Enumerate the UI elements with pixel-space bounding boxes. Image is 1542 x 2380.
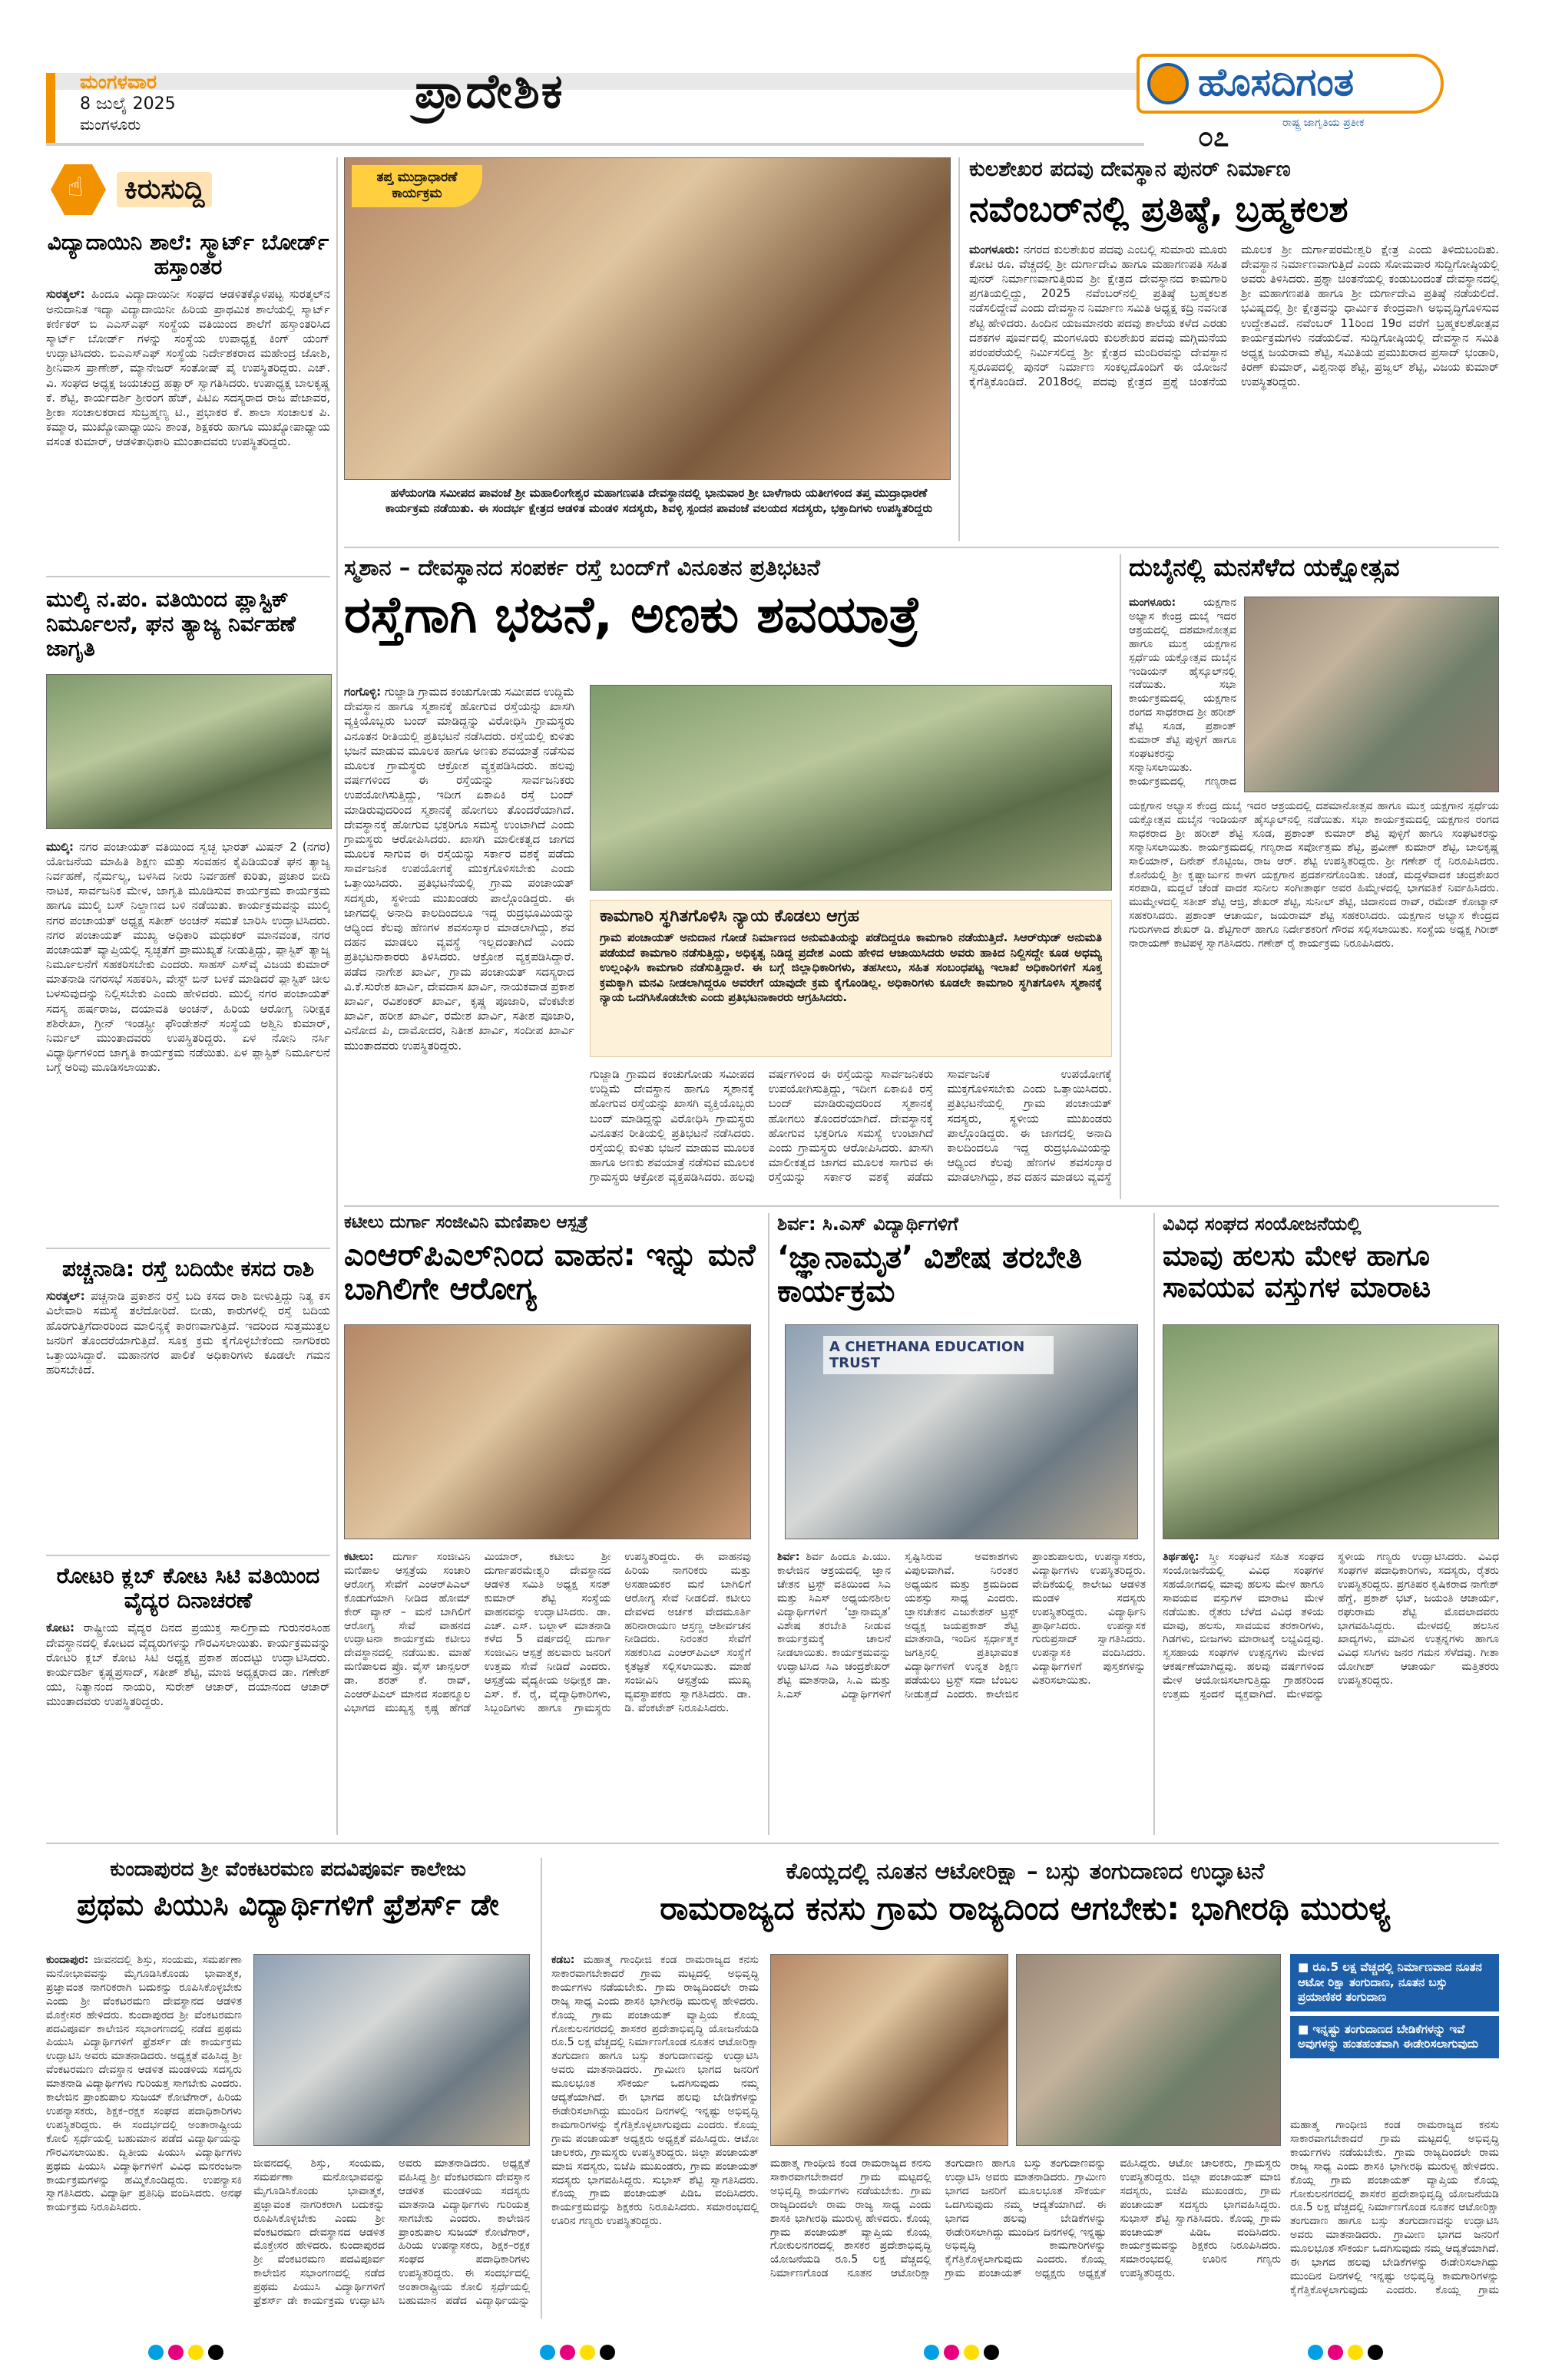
brief-2-photo: [46, 674, 332, 829]
highlight-bullet-icon: ■: [1298, 1960, 1313, 1974]
bhajane-inset-title: ಕಾಮಗಾರಿ ಸ್ಥಗಿತಗೊಳಿಸಿ ನ್ಯಾಯ ಕೊಡಲು ಆಗ್ರಹ: [600, 907, 859, 926]
edition-name: ಮಂಗಳೂರು: [80, 114, 141, 134]
dubai-photo: [1244, 597, 1499, 792]
brief-2-body: [46, 840, 330, 1285]
left-column-rule: [336, 157, 338, 1835]
brief-3-text: ಪಚ್ಚನಾಡಿ ಪ್ರಕಾಶನ ರಸ್ತೆ ಬದಿ ಕಸದ ರಾಶಿ ಬೀಳುತ್ತಿದ್ದು ನಿತ್ಯ ಕಸ ವಿಲೇವಾರಿ ಸಮಸ್ಯೆ ತಲೆದೋರಿದೆ. ಬೀಡು, ಕಾರುಗಳಲ್ಲಿ ರಸ್ತೆ ಬದಿಯ ಹೊರಗುತ್ತಿಗೆದಾರರಿಂದ ಮಾಲಿನ್ಯಕ್ಕೆ ಕಾರಣವಾಗುತ್ತಿದೆ. ಇದರಿಂದ ಸುತ್ತಮುತ್ತಲ ಜನರಿಗೆ ತೊಂದರೆಯಾಗುತ್ತಿದೆ. ಸೂಕ್ತ ಕ್ರಮ ಕೈಗೊಳ್ಳಬೇಕೆಂದು ನಾಗರಿಕರು ಒತ್ತಾಯಿಸಿದ್ದಾರೆ. ಮಹಾನಗರ ಪಾಲಿಕೆ ಅಧಿಕಾರಿಗಳು ಕೂಡಲೇ ಗಮನ ಹರಿಸಬೇಕಿದೆ.: [46, 1289, 330, 1377]
masthead: [0, 0, 1542, 154]
cyan-mark: [924, 2345, 939, 2360]
registration-marks-left: [146, 2345, 226, 2363]
kateel-story: [344, 1213, 760, 1835]
koila-highlights: [1290, 1954, 1499, 2107]
paper-logo: [1137, 46, 1459, 153]
mavu-headline: ಮಾವು ಹಲಸು ಮೇಳ ಹಾಗೂ ಸಾವಯವ ವಸ್ತುಗಳ ಮಾರಾಟ: [1163, 1239, 1431, 1304]
shirva-photo-banner: A CHETHANA EDUCATION TRUST: [823, 1336, 1054, 1374]
kulashekara-story: [969, 157, 1499, 541]
brief-1-dateline: ಸುರತ್ಕಲ್:: [46, 287, 85, 302]
top-photo-caption: ಹಳೆಯಂಗಡಿ ಸಮೀಪದ ಪಾವಂಜೆ ಶ್ರೀ ಮಹಾಲಿಂಗೇಶ್ವರ ಮಹಾಗಣಪತಿ ದೇವಸ್ಥಾನದಲ್ಲಿ ಭಾನುವಾರ ಶ್ರೀ ಬಾಳೆಗಾರು ಯತೀಗಳಿಂದ ತಪ್ತ ಮುದ್ರಾಧಾರಣೆ ಕಾರ್ಯಕ್ರಮ ನಡೆಯಿತು. ಈ ಸಂದರ್ಭ ಕ್ಷೇತ್ರದ ಆಡಳಿತ ಮಂಡಳಿ ಸದಸ್ಯರು, ಶಿವಳ್ಳಿ ಸ್ಪಂದನ ಪಾವಂಜೆ ವಲಯದ ಸದಸ್ಯರು, ಭಕ್ತಾದಿಗಳು ಉಪಸ್ಥಿತರಿದ್ದರು: [385, 486, 933, 515]
top-photo-tag: ತಪ್ತ ಮುದ್ರಾಧಾರಣೆ ಕಾರ್ಯಕ್ರಮ: [352, 165, 482, 207]
yellow-mark: [580, 2345, 595, 2360]
brief-1-text: ಹಿಂದೂ ವಿದ್ಯಾದಾಯಿನೀ ಸಂಘದ ಆಡಳಿತಕ್ಕೊಳಪಟ್ಟ ಸುರತ್ಕಲ್‌ನ ಅನುದಾನಿತ ಇದ್ಯಾ ವಿದ್ಯಾದಾಯಿನೀ ಹಿರಿಯ ಪ್ರಾಥಮಿಕ ಶಾಲೆಯಲ್ಲಿ ಸ್ಮಾರ್ಟ್ ಕರ್ಣಿಕರ್ ಬಿ ಎಎಸ್‌ಎಫ್ ಸಂಸ್ಥೆಯ ವತಿಯಿಂದ ಶಾಲೆಗೆ ಹಸ್ತಾಂತರಿಸಿದ ಸ್ಮಾರ್ಟ್ ಬೋರ್ಡ್ ಗಳನ್ನು ಸಂಸ್ಥೆಯ ಉಪಾಧ್ಯಕ್ಷ ಕಿಂಗ್ ಯಂಗ್ ಉದ್ಘಾಟಿಸಿದರು. ಬಿಎಎಸ್‌ಎಫ್ ಸಂಸ್ಥೆಯ ನಿರ್ದೇಶಕರಾದ ಮಹೇಂದ್ರ ಜೋಶಿ, ಶ್ರೀನಿವಾಸ ಪ್ರಾಣೇಶ್, ಮ್ಯಾನೇಜರ್ ಸಂತೋಷ್ ಪೈ ಉಪಸ್ಥಿತರಿದ್ದರು. ಎಚ್. ವಿ. ಸಂಘದ ಅಧ್ಯಕ್ಷ ಜಯಚಂದ್ರ ಹತ್ವಾರ್ ಸ್ವಾಗತಿಸಿದರು. ಉಪಾಧ್ಯಕ್ಷ ಬಾಲಕೃಷ್ಣ ಕೆ. ಶೆಟ್ಟಿ, ಕಾರ್ಯದರ್ಶಿ ಶ್ರೀರಂಗ ಹೆಚ್, ಪಿಟಿಏ ಸದಸ್ಯರಾದ ರಾಜ ಪೇಜಾವರ, ಶ್ರೀಕಾ ಸಂಚಾಲಕರಾದ ಸುಬ್ರಹ್ಮಣ್ಯ ಟಿ., ಪ್ರಭಾಕರ ಕೆ. ಶಾಲಾ ಸಂಚಾಲಕ ಪಿ. ಕಮ್ಮಾರ, ಮುಖ್ಯೋಪಾಧ್ಯಾಯಿನಿ ಶಾಂತ, ಶಿಕ್ಷಕರು ಹಾಗೂ ಮುಖ್ಯೋಪಾಧ್ಯಾಯ ವಸಂತ ಕುಮಾರ್, ಆಡಳಿತಾಧಿಕಾರಿ ಮುಂತಾದವರು ಉಪಸ್ಥಿತರಿದ್ದರು.: [46, 287, 330, 449]
dubai-text: ಯಕ್ಷಗಾನ ಅಭ್ಯಾಸ ಕೇಂದ್ರ ದುಬೈ ಇದರ ಆಶ್ರಯದಲ್ಲಿ ದಶಮಾನೋತ್ಸವ ಹಾಗೂ ಮುಕ್ತ ಯಕ್ಷಗಾನ ಸ್ಪರ್ಧೆಯ ಯಕ್ಷೋತ್ಸವ ದುಬೈನ ಇಂಡಿಯನ್ ಹೈಸ್ಕೂಲ್‌ನಲ್ಲಿ ನಡೆಯಿತು. ಸಭಾ ಕಾರ್ಯಕ್ರಮದಲ್ಲಿ ಯಕ್ಷಗಾನ ರಂಗದ ಸಾಧಕರಾದ ಶ್ರೀ ಹರೀಶ್ ಶೆಟ್ಟಿ ಸೂಡ, ಪ್ರಶಾಂತ್ ಕುಮಾರ್ ಶೆಟ್ಟಿ ಪುಳ್ಳಿಗೆ ಹಾಗೂ ಸಂಘಟಕರನ್ನು ಸನ್ಮಾನಿಸಲಾಯಿತು. ಕಾರ್ಯಕ್ರಮದಲ್ಲಿ ಗಣ್ಯರಾದ ಸರ್ವೋತ್ತಮ ಶೆಟ್ಟಿ, ಪ್ರವೀಣ್ ಕುಮಾರ್ ಶೆಟ್ಟಿ, ಬಾಲಕೃಷ್ಣ ಸಾಲಿಯಾನ್, ದಿನೇಶ್ ಕೊಟ್ಟಿಂಜ, ರಾಜ ಆರ್. ಶೆಟ್ಟಿ ಉಪಸ್ಥಿತರಿದ್ದರು. ಶ್ರೀ ಗಣೇಶ್ ರೈ ನಿರೂಪಿಸಿದರು. ಕೊನೆಯಲ್ಲಿ ಶ್ರೀ ಕೃಷ್ಣಾರ್ಜುನ ಕಾಳಗ ಯಕ್ಷಗಾನ ಪ್ರದರ್ಶನಗೊಂಡಿತು. ಚಂಡೆ, ಮದ್ದಳೆವಾದಕ ಚಂದ್ರಶೇಖರ ಸರಪಾಡಿ, ಮದ್ದಲೆ ಚೆಂಡೆ ವಾದಕ ಸುನೀಲ ಸಂಗೀತಾರ್ಥ ಅವರ ಹಿಮ್ಮೇಳದಲ್ಲಿ ಭಾಗವತಿಕೆ ನಿರ್ವಹಿಸಿದರು. ಮುಮ್ಮೇಳದಲ್ಲಿ ಸತೀಶ್ ಶೆಟ್ಟಿ ಆಜ್ರಿ, ಶೇಖರ್ ಶೆಟ್ಟಿ, ಸುನೀಲ್ ಶೆಟ್ಟಿ, ಚಿದಾನಂದ ರಾವ್, ರಮೇಶ್ ಕೋಟ್ಯಾನ್ ಸಹಕರಿಸಿದರು. ಪ್ರಶಾಂತ್ ಆಚಾರ್ಯ, ಜಯರಾಮ್ ಶೆಟ್ಟಿ ಸಹಕರಿಸಿದರು. ಯಕ್ಷಗಾನ ಅಭ್ಯಾಸ ಕೇಂದ್ರದ ಗುರುಗಳಾದ ಶೇಖರ್ ಡಿ. ಶೆಟ್ಟಿಗಾರ್ ಹಾಗೂ ನಿರ್ದೇಶಕರಿಗೆ ಗೌರವ ಸಲ್ಲಿಸಲಾಯಿತು. ಸಂಸ್ಥೆಯ ಅಧ್ಯಕ್ಷ ಗಿರೀಶ್ ನಾರಾಯಣ್ ಕಾಟಿಪಳ್ಳ ಸ್ವಾಗತಿಸಿದರು. ಗಣೇಶ್ ರೈ ಕಾರ್ಯಕ್ರಮ ನಿರೂಪಿಸಿದರು.: [1129, 800, 1499, 950]
brief-divider-1: [46, 576, 330, 577]
brief-2-headline: ಮುಲ್ಕಿ ನ.ಪಂ. ವತಿಯಿಂದ ಪ್ಲಾಸ್ಟಿಕ್ ನಿರ್ಮೂಲನೆ, ಘನ ತ್ಯಾಜ್ಯ ನಿರ್ವಹಣೆ ಜಾಗೃತಿ: [46, 587, 296, 662]
bhajane-photo: [590, 685, 1112, 891]
kundapura-photo: [253, 1954, 530, 2146]
bhajane-story: [344, 554, 1112, 1199]
kundapura-dateline: ಕುಂದಾಪುರ:: [46, 1954, 89, 1966]
koila-photo-1: [770, 1954, 1008, 2146]
row3-rule-a: [768, 1213, 769, 1835]
bhajane-inset-body: ಗ್ರಾಮ ಪಂಚಾಯತ್ ಅನುದಾನ ಗೋಡೆ ನಿರ್ಮಾಣದ ಅನುಮತಿಯನ್ನು ಪಡೆದಿದ್ದರೂ ಕಾಮಗಾರಿ ನಡೆಯುತ್ತಿದೆ. ಸಿಆರ್‌ಝಡ್ ಅನುಮತಿ ಪಡೆಯದೆ ಕಾಮಗಾರಿ ನಡೆಸುತ್ತಿದ್ದು, ಅಧಿಕೃತ್ವ ನಿಡಿದ್ದ ಪ್ರದೇಶ ಎಂದು ಹೇಳಿದ ಆಜಾಯಿಸಿದರು ಅವರು ಹಾಕಿದ ನಿಲ್ದಿಸದ್ದೇ ಕೂಡ ಅಧಮ್ಯ ಉಲ್ಲಂಘಿಸಿ ಕಾಮಗಾರಿ ನಡೆಸುತ್ತಿದ್ದಾರೆ. ಈ ಬಗ್ಗೆ ಜಿಲ್ಲಾಧಿಕಾರಿಗಳು, ತಹಸೀಲು, ಸಹಿತ ಸಂಬಂಧಪಟ್ಟ ಇಲಾಖೆ ಅಧಿಕಾರಿಗಳಿಗೆ ಸೂಕ್ತ ಕ್ರಮಕ್ಕಾಗಿ ಮನವಿ ನೀಡಲಾಗಿದ್ದರೂ ಅವರೇಗೆ ಯಾವುದೇ ಕ್ರಮ ಕೈಗೊಂಡಿಲ್ಲ. ಅಧಿಕಾರಿಗಳು ಕೂಡಲೇ ಕಾಮಗಾರಿ ಸ್ಥಗಿತಗೊಳಿಸಿ ಸ್ಮಶಾನಕ್ಕೆ ನ್ಯಾಯ ಒದಗಿಸಿಕೊಡಬೇಕು ಎಂದು ಪ್ರತಿಭಟನಾಕಾರರು ಆಗ್ರಹಿಸಿದರು.: [600, 931, 1102, 1004]
koila-text-cont: ಮಹಾತ್ಮ ಗಾಂಧೀಜಿ ಕಂಡ ರಾಮರಾಜ್ಯದ ಕನಸು ಸಾಕಾರವಾಗಬೇಕಾದರೆ ಗ್ರಾಮ ಮಟ್ಟದಲ್ಲಿ ಅಭಿವೃದ್ಧಿ ಕಾರ್ಯಗಳು ನಡೆಯಬೇಕು. ಗ್ರಾಮ ರಾಜ್ಯದಿಂದಲೇ ರಾಮ ರಾಜ್ಯ ಸಾಧ್ಯ ಎಂದು ಶಾಸಕಿ ಭಾಗೀರಥಿ ಮುರುಳ್ಯ ಹೇಳಿದರು. ಕೊಯ್ಲ ಗ್ರಾಮ ಪಂಚಾಯತ್ ವ್ಯಾಪ್ತಿಯ ಕೊಯ್ಲ ಗೋಕುಲನಗರದಲ್ಲಿ ಶಾಸಕರ ಪ್ರದೇಶಾಭಿವೃದ್ಧಿ ಯೋಜನೆಯಡಿ ರೂ.5 ಲಕ್ಷ ವೆಚ್ಚದಲ್ಲಿ ನಿರ್ಮಾಣಗೊಂಡ ನೂತನ ಆಟೋರಿಕ್ಷಾ ತಂಗುದಾಣ ಹಾಗೂ ಬಸ್ಸು ತಂಗುದಾಣವನ್ನು ಉದ್ಘಾಟಿಸಿ ಅವರು ಮಾತನಾಡಿದರು. ಗ್ರಾಮೀಣ ಭಾಗದ ಜನರಿಗೆ ಮೂಲಭೂತ ಸೌಕರ್ಯ ಒದಗಿಸುವುದು ನಮ್ಮ ಆದ್ಯತೆಯಾಗಿದೆ. ಈ ಭಾಗದ ಹಲವು ಬೇಡಿಕೆಗಳನ್ನು ಈಡೇರಿಸಲಾಗಿದ್ದು ಮುಂದಿನ ದಿನಗಳಲ್ಲಿ ಇನ್ನಷ್ಟು ಅಭಿವೃದ್ಧಿ ಕಾಮಗಾರಿಗಳನ್ನು ಕೈಗೆತ್ತಿಕೊಳ್ಳಲಾಗುವುದು ಎಂದರು. ಕೊಯ್ಲ ಗ್ರಾಮ ಪಂಚಾಯತ್ ಅಧ್ಯಕ್ಷರು ಅಧ್ಯಕ್ಷತೆ ವಹಿಸಿದ್ದರು. ಆಟೋ ಚಾಲಕರು, ಗ್ರಾಮಸ್ಥರು ಉಪಸ್ಥಿತರಿದ್ದರು. ಜಿಲ್ಲಾ ಪಂಚಾಯತ್ ಮಾಜಿ ಸದಸ್ಯರು, ಬಿಜೆಪಿ ಮುಖಂಡರು, ಗ್ರಾಮ ಪಂಚಾಯತ್ ಸದಸ್ಯರು ಭಾಗವಹಿಸಿದ್ದರು. ಸುಭಾಸ್ ಶೆಟ್ಟಿ ಸ್ವಾಗತಿಸಿದರು. ಕೊಯ್ಲ ಗ್ರಾಮ ಪಂಚಾಯತ್ ಪಿಡಿಒ ವಂದಿಸಿದರು. ಕಾರ್ಯಕ್ರಮವನ್ನು ಶಿಕ್ಷಕರು ನಿರೂಪಿಸಿದರು. ಸಮಾರಂಭದಲ್ಲಿ ಊರಿನ ಗಣ್ಯರು ಉಪಸ್ಥಿತರಿದ್ದರು.: [770, 2157, 1281, 2280]
shirva-body: [777, 1551, 1146, 1827]
brief-2-text: ನಗರ ಪಂಚಾಯತ್ ವತಿಯಿಂದ ಸ್ವಚ್ಛ ಭಾರತ್ ಮಿಷನ್ 2 (ನಗರ) ಯೋಜನೆಯ ಮಾಹಿತಿ ಶಿಕ್ಷಣ ಮತ್ತು ಸಂವಹನ ಕೈಪಿಡಿಯಂತೆ ಘನ ತ್ಯಾಜ್ಯ ನಿರ್ವಹಣೆ, ನೈರ್ಮಲ್ಯ, ಬಳಸಿದ ನೀರು ನಿರ್ವಹಣೆ ಕುರಿತು, ಪ್ರಚಾರ ಬೀದಿ ನಾಟಕ, ಸಾರ್ವಜನಿಕ ಮೇಳ, ಜಾಗೃತಿ ಮೂಡಿಸುವ ಕಾರ್ಯಕ್ರಮ ಕಾರ್ಯಕ್ರಮ ಹಾಗೂ ಮುಲ್ಕಿ ಬಸ್ ನಿಲ್ದಾಣದ ಬಳಿ ನಡೆಯಿತು. ಕಾರ್ಯಕ್ರಮವನ್ನು ಮುಲ್ಕಿ ನಗರ ಪಂಚಾಯತ್ ಅಧ್ಯಕ್ಷ ಸತೀಶ್ ಅಂಚನ್ ಸಮತೆ ಬಾರಿಸಿ ಉದ್ಘಾಟಿಸಿದರು. ನಗರ ಪಂಚಾಯತ್ ಮುಖ್ಯ ಅಧಿಕಾರಿ ಮಧುಕರ್ ಮಾನವಂತ, ನಗರ ಪಂಚಾಯತ್ ವ್ಯಾಪ್ತಿಯಲ್ಲಿ ಸ್ವಚ್ಛತೆಗೆ ಪ್ರಾಮುಖ್ಯತೆ ನೀಡುತ್ತಿದ್ದು, ಪ್ಲಾಸ್ಟಿಕ್ ತ್ಯಾಜ್ಯ ನಿರ್ಮೂಲನೆಗೆ ಸಹಕರಿಸಬೇಕು ಎಂದರು. ಸಾಹಸ್ ಎಸ್‌ವೈ ವಿಜಯ ಕುಮಾರ್ ಮಾತನಾಡಿ ನಗರಸಭೆ ಸಹಕರಿಸಿ, ವೇಸ್ಟ್ ಬಿನ್ ಬಳಕೆ ಮಾಡಿದರೆ ಪ್ಲಾಸ್ಟಿಕ್ ಚೀಲ ಬಳಸುವುದನ್ನು ನಿಲ್ಲಿಸಬೇಕು ಎಂದು ಹೇಳಿದರು. ಮುಲ್ಕಿ ನಗರ ಪಂಚಾಯತ್ ಸದಸ್ಯ ಹರ್ಷರಾಜ, ದಯಾವತಿ ಅಂಚನ್, ಹಿರಿಯ ಆರೋಗ್ಯ ನಿರೀಕ್ಷಕ ಶಶಿರೇಖಾ, ಗ್ರೀನ್ ಇಂಡಸ್ಟ್ರೀ ಫೌಂಡೇಶನ್ ಸಂಸ್ಥೆಯ ಅಶ್ವಿನಿ ಕುಮಾರ್, ನಿರ್ಮಲ್ ಮುಂತಾದವರು ಉಪಸ್ಥಿತರಿದ್ದರು. ಏಳ ನೋನಿ ನರ್ಸಿ ವಿಧ್ಯಾರ್ಥಿಗಳಿಂದ ಜಾಗೃತಿ ಕಾರ್ಯಕ್ರಮ ನಡೆಯಿತು. ಏಳ ಪ್ಲಾಸ್ಟಿಕ್ ನಿರ್ಮೂಲನೆ ಬಗ್ಗೆ ಅರಿವು ಮೂಡಿಸಲಾಯಿತು.: [46, 839, 330, 1075]
brief-2: [46, 587, 330, 1285]
highlight-bullet-icon: ■: [1298, 2021, 1313, 2036]
magenta-mark: [1328, 2345, 1343, 2360]
mavu-dateline: ತಿರ್ಥಹಳ್ಳಿ:: [1163, 1551, 1200, 1563]
top-photo-story: [344, 157, 951, 541]
brief-4-dateline: ಕೋಟ:: [46, 1621, 75, 1635]
magenta-mark: [168, 2345, 184, 2360]
kundapura-story: [46, 1858, 530, 2319]
brief-3: [46, 1257, 330, 1519]
bhajane-text: ಗುಜ್ಜಾಡಿ ಗ್ರಾಮದ ಕಂಚುಗೋಡು ಸಮೀಪದ ಉದ್ದಿಮೆ ದೇವಸ್ಥಾನ ಹಾಗೂ ಸ್ಮಶಾನಕ್ಕೆ ಹೋಗುವ ರಸ್ತೆಯನ್ನು ಖಾಸಗಿ ವ್ಯಕ್ತಿಯೊಬ್ಬರು ಬಂದ್ ಮಾಡಿದ್ದನ್ನು ವಿರೋಧಿಸಿ ಗ್ರಾಮಸ್ಥರು ವಿನೂತನ ರೀತಿಯಲ್ಲಿ ಪ್ರತಿಭಟನೆ ನಡೆಸಿದರು. ರಸ್ತೆಯಲ್ಲಿ ಕುಳಿತು ಭಜನೆ ಮಾಡುವ ಮೂಲಕ ಹಾಗೂ ಅಣಕು ಶವಯಾತ್ರೆ ನಡೆಸುವ ಮೂಲಕ ಗ್ರಾಮಸ್ಥರು ಆಕ್ರೋಶ ವ್ಯಕ್ತಪಡಿಸಿದರು. ಹಲವು ವರ್ಷಗಳಿಂದ ಈ ರಸ್ತೆಯನ್ನು ಸಾರ್ವಜನಿಕರು ಉಪಯೋಗಿಸುತ್ತಿದ್ದು, ಇದೀಗ ಏಕಾಏಕಿ ರಸ್ತೆ ಬಂದ್ ಮಾಡಿರುವುದರಿಂದ ಸ್ಮಶಾನಕ್ಕೆ ಹೋಗಲು ತೊಂದರೆಯಾಗಿದೆ. ದೇವಸ್ಥಾನಕ್ಕೆ ಹೋಗುವ ಭಕ್ತರಿಗೂ ಸಮಸ್ಯೆ ಉಂಟಾಗಿದೆ ಎಂದು ಗ್ರಾಮಸ್ಥರು ಆರೋಪಿಸಿದರು. ಖಾಸಗಿ ಮಾಲೀಕತ್ವದ ಜಾಗದ ಮೂಲಕ ಸಾಗುವ ಈ ರಸ್ತೆಯನ್ನು ಸರ್ಕಾರ ವಶಕ್ಕೆ ಪಡೆದು ಸಾರ್ವಜನಿಕ ಉಪಯೋಗಕ್ಕೆ ಮುಕ್ತಗೊಳಿಸಬೇಕು ಎಂದು ಒತ್ತಾಯಿಸಿದರು. ಪ್ರತಿಭಟನೆಯಲ್ಲಿ ಗ್ರಾಮ ಪಂಚಾಯತ್ ಸದಸ್ಯರು, ಸ್ಥಳೀಯ ಮುಖಂಡರು ಪಾಲ್ಗೊಂಡಿದ್ದರು. ಈ ಜಾಗದಲ್ಲಿ ಅನಾದಿ ಕಾಲದಿಂದಲೂ ಇದ್ದ ರುದ್ರಭೂಮಿಯನ್ನು ಆಧ್ಯಿಂದ ಕೆಲವು ಹೆಣಗಳ ಶವಸಂಸ್ಕಾರ ಮಾಡಲಾಗಿದ್ದು, ಶವ ದಹನ ಮಾಡಲು ವ್ಯವಸ್ಥೆ ಇಲ್ಲದಂತಾಗಿದೆ ಎಂದು ಪ್ರತಿಭಟನಾಕಾರರು ತಿಳಿಸಿದರು. ಆಕ್ರೋಶ ವ್ಯಕ್ತಪಡಿಸಿದ್ದಾರೆ. ಪಡೆದ ನಾಗೇಶ ಖಾರ್ವಿ, ಗ್ರಾಮ ಪಂಚಾಯತ್ ಸದಸ್ಯರಾದ ವಿ.ಕೆ.ಸುರೇಶ ಖಾರ್ವಿ, ದೇವದಾಸ ಖಾರ್ವಿ, ನಾಯಕವಾಡ ಪ್ರಕಾಶ ಖಾರ್ವಿ, ರವಿಶಂಕರ್ ಖಾರ್ವಿ, ಕೃಷ್ಣ ಪೂಜಾರಿ, ವೆಂಕಟೇಶ ಖಾರ್ವಿ, ಹರೀಶ ಖಾರ್ವಿ, ರಮೇಶ ಖಾರ್ವಿ, ಸತೀಶ ಪೂಜಾರಿ, ವಿನೋದ ಪಿ, ದಾಮೋದರ, ನಿತೀಶ ಖಾರ್ವಿ, ಸಂದೀಪ ಖಾರ್ವಿ ಮುಂತಾದವರು ಉಪಸ್ಥಿತರಿದ್ದರು.: [344, 685, 574, 1053]
hand-glyph: ☝: [68, 172, 84, 203]
koila-body-mid: [770, 2157, 1281, 2311]
dubai-intro: [1129, 597, 1236, 792]
kulashekara-dateline: ಮಂಗಳೂರು:: [969, 242, 1020, 256]
koila-story: [551, 1858, 1499, 2319]
bhajane-dateline: ಗಂಗೊಳ್ಳಿ:: [344, 685, 382, 699]
koila-body-left: [551, 1954, 759, 2311]
koila-text: ಮಹಾತ್ಮ ಗಾಂಧೀಜಿ ಕಂಡ ರಾಮರಾಜ್ಯದ ಕನಸು ಸಾಕಾರವಾಗಬೇಕಾದರೆ ಗ್ರಾಮ ಮಟ್ಟದಲ್ಲಿ ಅಭಿವೃದ್ಧಿ ಕಾರ್ಯಗಳು ನಡೆಯಬೇಕು. ಗ್ರಾಮ ರಾಜ್ಯದಿಂದಲೇ ರಾಮ ರಾಜ್ಯ ಸಾಧ್ಯ ಎಂದು ಶಾಸಕಿ ಭಾಗೀರಥಿ ಮುರುಳ್ಯ ಹೇಳಿದರು. ಕೊಯ್ಲ ಗ್ರಾಮ ಪಂಚಾಯತ್ ವ್ಯಾಪ್ತಿಯ ಕೊಯ್ಲ ಗೋಕುಲನಗರದಲ್ಲಿ ಶಾಸಕರ ಪ್ರದೇಶಾಭಿವೃದ್ಧಿ ಯೋಜನೆಯಡಿ ರೂ.5 ಲಕ್ಷ ವೆಚ್ಚದಲ್ಲಿ ನಿರ್ಮಾಣಗೊಂಡ ನೂತನ ಆಟೋರಿಕ್ಷಾ ತಂಗುದಾಣ ಹಾಗೂ ಬಸ್ಸು ತಂಗುದಾಣವನ್ನು ಉದ್ಘಾಟಿಸಿ ಅವರು ಮಾತನಾಡಿದರು. ಗ್ರಾಮೀಣ ಭಾಗದ ಜನರಿಗೆ ಮೂಲಭೂತ ಸೌಕರ್ಯ ಒದಗಿಸುವುದು ನಮ್ಮ ಆದ್ಯತೆಯಾಗಿದೆ. ಈ ಭಾಗದ ಹಲವು ಬೇಡಿಕೆಗಳನ್ನು ಈಡೇರಿಸಲಾಗಿದ್ದು ಮುಂದಿನ ದಿನಗಳಲ್ಲಿ ಇನ್ನಷ್ಟು ಅಭಿವೃದ್ಧಿ ಕಾಮಗಾರಿಗಳನ್ನು ಕೈಗೆತ್ತಿಕೊಳ್ಳಲಾಗುವುದು ಎಂದರು. ಕೊಯ್ಲ ಗ್ರಾಮ ಪಂಚಾಯತ್ ಅಧ್ಯಕ್ಷರು ಅಧ್ಯಕ್ಷತೆ ವಹಿಸಿದ್ದರು. ಆಟೋ ಚಾಲಕರು, ಗ್ರಾಮಸ್ಥರು ಉಪಸ್ಥಿತರಿದ್ದರು. ಜಿಲ್ಲಾ ಪಂಚಾಯತ್ ಮಾಜಿ ಸದಸ್ಯರು, ಬಿಜೆಪಿ ಮುಖಂಡರು, ಗ್ರಾಮ ಪಂಚಾಯತ್ ಸದಸ್ಯರು ಭಾಗವಹಿಸಿದ್ದರು. ಸುಭಾಸ್ ಶೆಟ್ಟಿ ಸ್ವಾಗತಿಸಿದರು. ಕೊಯ್ಲ ಗ್ರಾಮ ಪಂಚಾಯತ್ ಪಿಡಿಒ ವಂದಿಸಿದರು. ಕಾರ್ಯಕ್ರಮವನ್ನು ಶಿಕ್ಷಕರು ನಿರೂಪಿಸಿದರು. ಸಮಾರಂಭದಲ್ಲಿ ಊರಿನ ಗಣ್ಯರು ಉಪಸ್ಥಿತರಿದ್ದರು.: [551, 1954, 759, 2228]
brief-2-dateline: ಮುಲ್ಕಿ:: [46, 839, 74, 854]
magenta-mark: [560, 2345, 575, 2360]
logo-tagline: ರಾಷ್ಟ್ರ ಜಾಗೃತಿಯ ಪ್ರತೀಕ: [1282, 117, 1365, 129]
row3-rule-b: [1153, 1213, 1155, 1835]
shirva-headline: ‘ಜ್ಞಾನಾಮೃತ’ ವಿಶೇಷ ತರಬೇತಿ ಕಾರ್ಯಕ್ರಮ: [777, 1240, 1083, 1309]
mavu-body: [1163, 1551, 1499, 1827]
footer-bar: [0, 2326, 1542, 2380]
black-mark: [984, 2345, 999, 2360]
magenta-mark: [944, 2345, 959, 2360]
shirva-text: ಶಿರ್ವ ಹಿಂದೂ ಪಿ.ಯು. ಕಾಲೇಜಿನ ಆಶ್ರಯದಲ್ಲಿ ಜ್ಞಾನ ಚೇತನ ಟ್ರಸ್ಟ್ ವತಿಯಿಂದ ಸಿಎ ಮತ್ತು ಸಿಎಸ್ ಅಧ್ಯಯನಶೀಲ ವಿದ್ಯಾರ್ಥಿಗಳಿಗೆ ‘ಜ್ಞಾನಾಮೃತ’ ವಿಶೇಷ ತರಬೇತಿ ನೀಡುವ ಕಾರ್ಯಕ್ರಮಕ್ಕೆ ಚಾಲನೆ ನೀಡಲಾಯಿತು. ಕಾರ್ಯಕ್ರಮವನ್ನು ಉದ್ಘಾಟಿಸಿದ ಸಿಎ ಚಂದ್ರಶೇಖರ್ ಶೆಟ್ಟಿ ಮಾತನಾಡಿ, ಸಿ.ಎ ಮತ್ತು ಸಿ.ಎಸ್ ವಿದ್ಯಾರ್ಥಿಗಳಿಗೆ ಸೃಷ್ಟಿಸಿರುವ ಅವಕಾಶಗಳು ವಿಪುಲವಾಗಿವೆ. ನಿರಂತರ ಅಧ್ಯಯನ ಮತ್ತು ಶ್ರಮದಿಂದ ಯಶಸ್ಸು ಸಾಧ್ಯ ಎಂದರು. ಜ್ಞಾನಚೇತನ ಎಜುಕೇಶನ್ ಟ್ರಸ್ಟ್ ಅಧ್ಯಕ್ಷ ಜಯಪ್ರಕಾಶ್ ಶೆಟ್ಟಿ ಮಾತನಾಡಿ, ಇಂದಿನ ಸ್ಪರ್ಧಾತ್ಮಕ ಜಗತ್ತಿನಲ್ಲಿ ಪ್ರತಿಭಾವಂತ ವಿದ್ಯಾರ್ಥಿಗಳಿಗೆ ಉನ್ನತ ಶಿಕ್ಷಣ ಪಡೆಯಲು ಟ್ರಸ್ಟ್ ಸದಾ ಬೆಂಬಲ ನೀಡುತ್ತದೆ ಎಂದರು. ಕಾಲೇಜಿನ ಪ್ರಾಂಶುಪಾಲರು, ಉಪನ್ಯಾಸಕರು, ವಿದ್ಯಾರ್ಥಿಗಳು ಉಪಸ್ಥಿತರಿದ್ದರು. ವೇದಿಕೆಯಲ್ಲಿ ಕಾಲೇಜು ಆಡಳಿತ ಮಂಡಳಿ ಸದಸ್ಯರು ಉಪಸ್ಥಿತರಿದ್ದರು. ವಿದ್ಯಾರ್ಥಿನಿ ಪ್ರಾರ್ಥಿಸಿದರು. ಉಪನ್ಯಾಸಕ ಗುರುಪ್ರಸಾದ್ ಸ್ವಾಗತಿಸಿದರು. ಉಪನ್ಯಾಸಕಿ ವಂದಿಸಿದರು. ವಿದ್ಯಾರ್ಥಿಗಳಿಗೆ ಪುಸ್ತಕಗಳನ್ನು ವಿತರಿಸಲಾಯಿತು.: [777, 1551, 1146, 1701]
kundapura-kicker: ಕುಂದಾಪುರದ ಶ್ರೀ ವೆಂಕಟರಮಣ ಪದವಿಪೂರ್ವ ಕಾಲೇಜು: [110, 1858, 466, 1881]
header-accent-bar: [46, 73, 55, 146]
koila-photo-2: [1016, 1954, 1281, 2146]
row2-rule: [344, 1205, 1499, 1207]
kirusuddi-brand: [46, 161, 238, 219]
kirusuddi-column: [46, 157, 330, 1835]
yellow-mark: [1348, 2345, 1363, 2360]
dubai-body: [1129, 800, 1499, 1192]
brief-3-body: [46, 1289, 330, 1519]
brief-4-headline: ರೋಟರಿ ಕ್ಲಬ್ ಕೋಟ ಸಿಟಿ ವತಿಯಿಂದ ವೈದ್ಯರ ದಿನಾಚರಣೆ: [56, 1563, 320, 1614]
koila-headline: ರಾಮರಾಜ್ಯದ ಕನಸು ಗ್ರಾಮ ರಾಜ್ಯದಿಂದ ಆಗಬೇಕು: ಭಾಗೀರಥಿ ಮುರುಳ್ಯ: [660, 1889, 1391, 1927]
dateline-block: [80, 71, 280, 134]
logo-text: ಹೊಸದಿಗಂತ: [1198, 60, 1355, 104]
shirva-kicker: ಶಿರ್ವ: ಸಿ.ಎಸ್ ವಿದ್ಯಾರ್ಥಿಗಳಿಗೆ: [777, 1213, 958, 1235]
registration-marks-mid: [922, 2345, 1001, 2363]
bottom-rule: [541, 1858, 542, 2319]
shirva-dateline: ಶಿರ್ವ:: [777, 1551, 800, 1563]
bhajane-headline: ರಸ್ತೆಗಾಗಿ ಭಜನೆ, ಅಣಕು ಶವಯಾತ್ರೆ: [344, 585, 920, 644]
mavu-photo: [1163, 1324, 1499, 1539]
weekday: ಮಂಗಳವಾರ: [80, 71, 157, 93]
brief-divider-3: [46, 1555, 330, 1556]
koila-highlight-1: [1290, 1954, 1499, 2011]
mid-right-rule: [1120, 554, 1121, 1199]
dubai-intro-text: ಯಕ್ಷಗಾನ ಅಭ್ಯಾಸ ಕೇಂದ್ರ ದುಬೈ ಇದರ ಆಶ್ರಯದಲ್ಲಿ ದಶಮಾನೋತ್ಸವ ಹಾಗೂ ಮುಕ್ತ ಯಕ್ಷಗಾನ ಸ್ಪರ್ಧೆಯ ಯಕ್ಷೋತ್ಸವ ದುಬೈನ ಇಂಡಿಯನ್ ಹೈಸ್ಕೂಲ್‌ನಲ್ಲಿ ನಡೆಯಿತು. ಸಭಾ ಕಾರ್ಯಕ್ರಮದಲ್ಲಿ ಯಕ್ಷಗಾನ ರಂಗದ ಸಾಧಕರಾದ ಶ್ರೀ ಹರೀಶ್ ಶೆಟ್ಟಿ ಸೂಡ, ಪ್ರಶಾಂತ್ ಕುಮಾರ್ ಶೆಟ್ಟಿ ಪುಳ್ಳಿಗೆ ಹಾಗೂ ಸಂಘಟಕರನ್ನು ಸನ್ಮಾನಿಸಲಾಯಿತು. ಕಾರ್ಯಕ್ರಮದಲ್ಲಿ ಗಣ್ಯರಾದ: [1129, 597, 1236, 788]
kundapura-text: ಜೀವನದಲ್ಲಿ ಶಿಸ್ತು, ಸಂಯಮ, ಸಮರ್ಪಣಾ ಮನೋಭಾವವನ್ನು ಮೈಗೂಡಿಸಿಕೊಂಡು ಭಾವಾತ್ಮಕ, ಪ್ರಜ್ಞಾವಂತ ನಾಗರಿಕರಾಗಿ ಬದುಕನ್ನು ರೂಪಿಸಿಕೊಳ್ಳಬೇಕು ಎಂದು ಶ್ರೀ ವೆಂಕಟರಮಣ ದೇವಸ್ಥಾನದ ಆಡಳಿತ ಮೊಕ್ತೇಸರ ಹೇಳಿದರು. ಕುಂದಾಪುರದ ಶ್ರೀ ವೆಂಕಟರಮಣ ಪದವಿಪೂರ್ವ ಕಾಲೇಜಿನ ಸಭಾಂಗಣದಲ್ಲಿ ನಡೆದ ಪ್ರಥಮ ಪಿಯುಸಿ ವಿದ್ಯಾರ್ಥಿಗಳಿಗೆ ಫ್ರೆಶರ್ಸ್ ಡೇ ಕಾರ್ಯಕ್ರಮ ಉದ್ಘಾಟಿಸಿ ಅವರು ಮಾತನಾಡಿದರು. ಅಧ್ಯಕ್ಷತೆ ವಹಿಸಿದ್ದ ಶ್ರೀ ವೆಂಕಟರಮಣ ದೇವಸ್ಥಾನ ಆಡಳಿತ ಮಂಡಳಿಯ ಸದಸ್ಯರು ಮಾತನಾಡಿ ವಿದ್ಯಾರ್ಥಿಗಳು ಗುರಿಯತ್ತ ಸಾಗಬೇಕು ಎಂದರು. ಕಾಲೇಜಿನ ಪ್ರಾಂಶುಪಾಲ ಸುಜಯ್ ಕೋಟೆಗಾರ್, ಹಿರಿಯ ಉಪನ್ಯಾಸಕರು, ಶಿಕ್ಷಕ–ರಕ್ಷಕ ಸಂಘದ ಪದಾಧಿಕಾರಿಗಳು ಉಪಸ್ಥಿತರಿದ್ದರು. ಈ ಸಂದರ್ಭದಲ್ಲಿ ಅಂತಾರಾಷ್ಟ್ರೀಯ ಕೋಲಿ ಸ್ಪರ್ಧೆಯಲ್ಲಿ ಬಹುಮಾನ ಪಡೆದ ವಿದ್ಯಾರ್ಥಿಯನ್ನು ಗೌರವಿಸಲಾಯಿತು. ದ್ವಿತೀಯ ಪಿಯುಸಿ ವಿದ್ಯಾರ್ಥಿಗಳು ಪ್ರಥಮ ಪಿಯುಸಿ ವಿದ್ಯಾರ್ಥಿಗಳಿಗೆ ವಿವಿಧ ಮನರಂಜನಾ ಕಾರ್ಯಕ್ರಮಗಳನ್ನು ಹಮ್ಮಿಕೊಂಡಿದ್ದರು. ಉಪನ್ಯಾಸಕಿ ಸ್ವಾಗತಿಸಿದರು. ವಿದ್ಯಾರ್ಥಿ ಪ್ರತಿನಿಧಿ ವಂದಿಸಿದರು. ಅನಘ ಕಾರ್ಯಕ್ರಮ ನಿರೂಪಿಸಿದರು.: [46, 1954, 242, 2214]
koila-highlight-2: [1290, 2016, 1499, 2058]
kateel-dateline: ಕಟೀಲು:: [344, 1551, 374, 1563]
shirva-story: [777, 1213, 1146, 1835]
koila-kicker: ಕೊಯ್ಲದಲ್ಲಿ ನೂತನ ಆಟೋರಿಕ್ಷಾ – ಬಸ್ಸು ತಂಗುದಾಣದ ಉದ್ಘಾಟನೆ: [786, 1858, 1265, 1884]
kundapura-body-right: [253, 2157, 530, 2311]
yellow-mark: [188, 2345, 204, 2360]
kateel-photo: [344, 1324, 751, 1539]
koila-highlight-2-text: ಇನ್ನಷ್ಟು ತಂಗುದಾಣದ ಬೇಡಿಕೆಗಳನ್ನು ಇವೆ ಅವುಗಳನ್ನು ಹಂತಹಂತವಾಗಿ ಈಡೇರಿಸಲಾಗುವುದು: [1298, 2021, 1479, 2051]
brief-4-text: ರಾಷ್ಟ್ರೀಯ ವೈದ್ಯರ ದಿನದ ಪ್ರಯುಕ್ತ ಸಾಲಿಗ್ರಾಮ ಗುರುನರಸಿಂಹ ದೇವಸ್ಥಾನದಲ್ಲಿ ಕೋಟದ ವೈದ್ಯರುಗಳನ್ನು ಗೌರವಿಸಲಾಯಿತು. ಕಾರ್ಯಕ್ರಮವನ್ನು ರೋಟರಿ ಕ್ಲಬ್ ಕೋಟ ಸಿಟಿ ಅಧ್ಯಕ್ಷ ಪ್ರಕಾಶ ಹಂದಟ್ಟು ಉದ್ಘಾಟಿಸಿದರು. ಕಾರ್ಯದರ್ಶಿ ಕೃಷ್ಣಪ್ರಸಾದ್, ಸತೀಶ್ ಶೆಟ್ಟಿ, ಮಾಜಿ ಅಧ್ಯಕ್ಷರಾದ ಡಾ. ಗಣೇಶ್ ಯು, ನಿತ್ಯಾನಂದ ನಾಯರಿ, ಸುರೇಶ್ ಆಚಾರ್, ದಯಾನಂದ ಆಚಾರ್ ಮುಂತಾದವರು ಉಪಸ್ಥಿತರಿದ್ದರು.: [46, 1621, 330, 1709]
kateel-kicker: ಕಟೀಲು ದುರ್ಗಾ ಸಂಜೀವಿನಿ ಮಣಿಪಾಲ ಆಸ್ಪತ್ರೆ: [344, 1213, 588, 1232]
kulashekara-body: [969, 243, 1499, 534]
kulashekara-text: ನಗರದ ಕುಲಶೇಖರ ಪದವು ಎಂಬಲ್ಲಿ ಸುಮಾರು ಮೂರು ಕೋಟಿ ರೂ. ವೆಚ್ಚದಲ್ಲಿ ಶ್ರೀ ದುರ್ಗಾದೇವಿ ಹಾಗೂ ಮಹಾಗಣಪತಿ ಸಹಿತ ಪುನರ್ ನಿರ್ಮಾಣವಾಗುತ್ತಿರುವ ಶ್ರೀ ಕ್ಷೇತ್ರದ ದೇವಸ್ಥಾನದ ಕಾಮಗಾರಿ ಪ್ರಗತಿಯಲ್ಲಿದ್ದು, 2025 ನವೆಂಬರ್‌ನಲ್ಲಿ ಪ್ರತಿಷ್ಠೆ ಬ್ರಹ್ಮಕಲಶ ನಡೆಸಲಿದ್ದೇವೆ ಎಂದು ದೇವಸ್ಥಾನ ನಿರ್ಮಾಣ ಸಮಿತಿ ಅಧ್ಯಕ್ಷ ಕದ್ರಿ ನವನೀತ ಶೆಟ್ಟಿ ಹೇಳಿದರು. ಹಿಂದಿನ ಯಜಮಾನರು ಪದವು ಶಾಲೆಯ ಕಳೆದ ಎರಡು ದಶಕಗಳ ಪೂರ್ವದಲ್ಲಿ ಮಂಗಳೂರು ಕುಲಶೇಖರ ಪದವು ಮಗ್ಗಿಮನೆಯ ಪರಂಪರೆಯಲ್ಲಿ ನಿರ್ಮಿಸಲಿದ್ದ ಶ್ರೀ ಕ್ಷೇತ್ರದ ಮಂದಿರವನ್ನು ದೇವಸ್ಥಾನ ಸ್ವರೂಪದಲ್ಲಿ ಪುನರ್ ನಿರ್ಮಾಣ ಸಂಕಲ್ಪದೊಂದಿಗೆ ಈ ಯೋಜನೆ ಕೈಗೆತ್ತಿಕೊಂಡಿದೆ. 2018ರಲ್ಲಿ ಪದವು ಕ್ಷೇತ್ರದ ಪ್ರಶ್ನೆ ಚಿಂತನೆಯ ಮೂಲಕ ಶ್ರೀ ದುರ್ಗಾಪರಮೇಶ್ವರಿ ಕ್ಷೇತ್ರ ಎಂದು ತಿಳಿದುಬಂದಿತು. ದೇವಸ್ಥಾನ ನಿರ್ಮಾಣವಾಗುತ್ತಿದೆ ಎಂದು ಸೋಮವಾರ ಸುದ್ದಿಗೋಷ್ಠಿಯಲ್ಲಿ ಅವರು ತಿಳಿಸಿದರು. ಪ್ರಶ್ನಾ ಚಿಂತನೆಯಲ್ಲಿ ಕಂಡುಬಂದಂತೆ ದೇವಸ್ಥಾನದಲ್ಲಿ ಶ್ರೀ ಮಹಾಗಣಪತಿ ಹಾಗೂ ಶ್ರೀ ದುರ್ಗಾದೇವಿ ಪ್ರತಿಷ್ಠೆ ನಡೆಯಲಿದೆ. ಭವಿಷ್ಯದಲ್ಲಿ ಶ್ರೀ ಕ್ಷೇತ್ರವನ್ನು ಧಾರ್ಮಿಕ ಕೇಂದ್ರವಾಗಿ ಅಭಿವೃದ್ಧಿಗೊಳಿಸುವ ಉದ್ದೇಶವಿದೆ. ನವೆಂಬರ್ 11ರಿಂದ 19ರ ವರೆಗೆ ಬ್ರಹ್ಮಕಲಶೋತ್ಸವ ಕಾರ್ಯಕ್ರಮಗಳು ನಡೆಯಲಿವೆ. ಸುದ್ದಿಗೋಷ್ಠಿಯಲ್ಲಿ ದೇವಸ್ಥಾನ ಸಮಿತಿ ಅಧ್ಯಕ್ಷ ಜಯರಾಮ ಶೆಟ್ಟಿ, ಸಮಿತಿಯ ಪ್ರಮುಖರಾದ ಪ್ರಸಾದ್ ಭಂಡಾರಿ, ಕಿರಣ್ ಕುಮಾರ್, ವಿಶ್ವನಾಥ ಶೆಟ್ಟಿ, ಪ್ರಜ್ವಲ್ ಶೆಟ್ಟಿ, ವಿಜಯ ಕುಮಾರ್ ಉಪಸ್ಥಿತರಿದ್ದರು.: [969, 242, 1499, 389]
yellow-mark: [964, 2345, 979, 2360]
kundapura-body-left: [46, 1954, 242, 2311]
brief-4-body: [46, 1621, 330, 1809]
black-mark: [600, 2345, 615, 2360]
koila-dateline: ಕಡಬ:: [551, 1954, 575, 1966]
row1-rule: [344, 547, 1499, 548]
header-under-rule: [46, 143, 1144, 146]
dubai-story: [1129, 554, 1499, 1199]
brief-4: [46, 1564, 330, 1809]
black-mark: [1368, 2345, 1383, 2360]
brief-3-dateline: ಸುರತ್ಕಲ್:: [46, 1289, 85, 1304]
registration-marks-center: [538, 2345, 617, 2363]
koila-body-right: [1290, 2119, 1499, 2311]
bhajane-body-right: [590, 1067, 1112, 1190]
mavu-story: [1163, 1213, 1499, 1835]
row3-rule: [46, 1843, 1499, 1844]
kateel-text: ದುರ್ಗಾ ಸಂಜೀವಿನಿ ಮಣಿಪಾಲ ಆಸ್ಪತ್ರೆಯ ಸಂಚಾರಿ ಆರೋಗ್ಯ ಸೇವೆಗೆ ಎಂಆರ್‌ಪಿಎಲ್ ಕೊಡುಗೆಯಾಗಿ ನೀಡಿದ ಹೋಮ್ ಕೇರ್ ವ್ಯಾನ್ – ಮನೆ ಬಾಗಿಲಿಗೆ ಆರೋಗ್ಯ ಸೇವೆ ವಾಹನದ ಉದ್ಘಾಟನಾ ಕಾರ್ಯಕ್ರಮ ಕಟೀಲು ದೇವಸ್ಥಾನದಲ್ಲಿ ನಡೆಯಿತು. ಮಾಹೆ ಮಣಿಪಾಲದ ಪ್ರೊ. ವೈಸ್ ಚಾನ್ಸಲರ್ ಡಾ. ಶರತ್ ಕೆ. ರಾವ್, ಎಂಆರ್‌ಪಿಎಲ್ ಮಾನವ ಸಂಪನ್ಮೂಲ ವಿಭಾಗದ ಮುಖ್ಯಸ್ಥ ಕೃಷ್ಣ ಹೆಗಡೆ ಮಿಯಾರ್, ಕಟೀಲು ಶ್ರೀ ದುರ್ಗಾಪರಮೇಶ್ವರಿ ದೇವಸ್ಥಾನದ ಆಡಳಿತ ಸಮಿತಿ ಅಧ್ಯಕ್ಷ ಸನತ್ ಕುಮಾರ್ ಶೆಟ್ಟಿ ಸಂಸ್ಥೆಯ ವಾಹನವನ್ನು ಉದ್ಘಾಟಿಸಿದರು. ಡಾ. ಎಚ್. ಎಸ್. ಬಲ್ಲಾಳ್ ಮಾತನಾಡಿ ಕಳೆದ 5 ವರ್ಷದಲ್ಲಿ ದುರ್ಗಾ ಸಂಜೀವಿನಿ ಆಸ್ಪತ್ರೆ ಹಲವಾರು ಜನರಿಗೆ ಉತ್ತಮ ಸೇವೆ ನೀಡಿದೆ ಎಂದರು. ಆಸ್ಪತ್ರೆಯ ವೈದ್ಯಕೀಯ ಅಧೀಕ್ಷಕ ಡಾ. ಎಸ್. ಕೆ. ರೈ, ವೈದ್ಯಾಧಿಕಾರಿಗಳು, ಸಿಬ್ಬಂದಿಗಳು ಹಾಗೂ ಗ್ರಾಮಸ್ಥರು ಉಪಸ್ಥಿತರಿದ್ದರು. ಈ ವಾಹನವು ಹಿರಿಯ ನಾಗರಿಕರು ಮತ್ತು ಅಸಹಾಯಕರ ಮನೆ ಬಾಗಿಲಿಗೆ ಆರೋಗ್ಯ ಸೇವೆ ನೀಡಲಿದೆ. ಕಟೀಲು ದೇವಳದ ಅರ್ಚಕ ವೇದಮೂರ್ತಿ ಹರಿನಾರಾಯಣ ಆಸ್ರಣ್ಣ ಆಶೀರ್ವಚನ ನೀಡಿದರು. ನಿರಂತರ ಸೇವೆಗೆ ಸಹಕರಿಸಿದ ಎಂಆರ್‌ಪಿಎಲ್ ಸಂಸ್ಥೆಗೆ ಕೃತಜ್ಞತೆ ಸಲ್ಲಿಸಲಾಯಿತು. ಮಾಹೆ ಸಂಜೀವಿನಿ ಆಸ್ಪತ್ರೆಯ ಮುಖ್ಯ ವ್ಯವಸ್ಥಾಪಕರು ಸ್ವಾಗತಿಸಿದರು. ಡಾ. ಡಿ. ವೆಂಕಟೇಶ್ ನಿರೂಪಿಸಿದರು.: [344, 1551, 751, 1714]
kundapura-text-cont: ಜೀವನದಲ್ಲಿ ಶಿಸ್ತು, ಸಂಯಮ, ಸಮರ್ಪಣಾ ಮನೋಭಾವವನ್ನು ಮೈಗೂಡಿಸಿಕೊಂಡು ಭಾವಾತ್ಮಕ, ಪ್ರಜ್ಞಾವಂತ ನಾಗರಿಕರಾಗಿ ಬದುಕನ್ನು ರೂಪಿಸಿಕೊಳ್ಳಬೇಕು ಎಂದು ಶ್ರೀ ವೆಂಕಟರಮಣ ದೇವಸ್ಥಾನದ ಆಡಳಿತ ಮೊಕ್ತೇಸರ ಹೇಳಿದರು. ಕುಂದಾಪುರದ ಶ್ರೀ ವೆಂಕಟರಮಣ ಪದವಿಪೂರ್ವ ಕಾಲೇಜಿನ ಸಭಾಂಗಣದಲ್ಲಿ ನಡೆದ ಪ್ರಥಮ ಪಿಯುಸಿ ವಿದ್ಯಾರ್ಥಿಗಳಿಗೆ ಫ್ರೆಶರ್ಸ್ ಡೇ ಕಾರ್ಯಕ್ರಮ ಉದ್ಘಾಟಿಸಿ ಅವರು ಮಾತನಾಡಿದರು. ಅಧ್ಯಕ್ಷತೆ ವಹಿಸಿದ್ದ ಶ್ರೀ ವೆಂಕಟರಮಣ ದೇವಸ್ಥಾನ ಆಡಳಿತ ಮಂಡಳಿಯ ಸದಸ್ಯರು ಮಾತನಾಡಿ ವಿದ್ಯಾರ್ಥಿಗಳು ಗುರಿಯತ್ತ ಸಾಗಬೇಕು ಎಂದರು. ಕಾಲೇಜಿನ ಪ್ರಾಂಶುಪಾಲ ಸುಜಯ್ ಕೋಟೆಗಾರ್, ಹಿರಿಯ ಉಪನ್ಯಾಸಕರು, ಶಿಕ್ಷಕ–ರಕ್ಷಕ ಸಂಘದ ಪದಾಧಿಕಾರಿಗಳು ಉಪಸ್ಥಿತರಿದ್ದರು. ಈ ಸಂದರ್ಭದಲ್ಲಿ ಅಂತಾರಾಷ್ಟ್ರೀಯ ಕೋಲಿ ಸ್ಪರ್ಧೆಯಲ್ಲಿ ಬಹುಮಾನ ಪಡೆದ ವಿದ್ಯಾರ್ಥಿಯನ್ನು: [253, 2157, 530, 2308]
brief-1: [46, 230, 330, 564]
bhajane-kicker: ಸ್ಮಶಾನ – ದೇವಸ್ಥಾನದ ಸಂಪರ್ಕ ರಸ್ತೆ ಬಂದ್‌ಗೆ ವಿನೂತನ ಪ್ರತಿಭಟನೆ: [344, 554, 820, 580]
bhajane-text-cont: ಗುಜ್ಜಾಡಿ ಗ್ರಾಮದ ಕಂಚುಗೋಡು ಸಮೀಪದ ಉದ್ದಿಮೆ ದೇವಸ್ಥಾನ ಹಾಗೂ ಸ್ಮಶಾನಕ್ಕೆ ಹೋಗುವ ರಸ್ತೆಯನ್ನು ಖಾಸಗಿ ವ್ಯಕ್ತಿಯೊಬ್ಬರು ಬಂದ್ ಮಾಡಿದ್ದನ್ನು ವಿರೋಧಿಸಿ ಗ್ರಾಮಸ್ಥರು ವಿನೂತನ ರೀತಿಯಲ್ಲಿ ಪ್ರತಿಭಟನೆ ನಡೆಸಿದರು. ರಸ್ತೆಯಲ್ಲಿ ಕುಳಿತು ಭಜನೆ ಮಾಡುವ ಮೂಲಕ ಹಾಗೂ ಅಣಕು ಶವಯಾತ್ರೆ ನಡೆಸುವ ಮೂಲಕ ಗ್ರಾಮಸ್ಥರು ಆಕ್ರೋಶ ವ್ಯಕ್ತಪಡಿಸಿದರು. ಹಲವು ವರ್ಷಗಳಿಂದ ಈ ರಸ್ತೆಯನ್ನು ಸಾರ್ವಜನಿಕರು ಉಪಯೋಗಿಸುತ್ತಿದ್ದು, ಇದೀಗ ಏಕಾಏಕಿ ರಸ್ತೆ ಬಂದ್ ಮಾಡಿರುವುದರಿಂದ ಸ್ಮಶಾನಕ್ಕೆ ಹೋಗಲು ತೊಂದರೆಯಾಗಿದೆ. ದೇವಸ್ಥಾನಕ್ಕೆ ಹೋಗುವ ಭಕ್ತರಿಗೂ ಸಮಸ್ಯೆ ಉಂಟಾಗಿದೆ ಎಂದು ಗ್ರಾಮಸ್ಥರು ಆರೋಪಿಸಿದರು. ಖಾಸಗಿ ಮಾಲೀಕತ್ವದ ಜಾಗದ ಮೂಲಕ ಸಾಗುವ ಈ ರಸ್ತೆಯನ್ನು ಸರ್ಕಾರ ವಶಕ್ಕೆ ಪಡೆದು ಸಾರ್ವಜನಿಕ ಉಪಯೋಗಕ್ಕೆ ಮುಕ್ತಗೊಳಿಸಬೇಕು ಎಂದು ಒತ್ತಾಯಿಸಿದರು. ಪ್ರತಿಭಟನೆಯಲ್ಲಿ ಗ್ರಾಮ ಪಂಚಾಯತ್ ಸದಸ್ಯರು, ಸ್ಥಳೀಯ ಮುಖಂಡರು ಪಾಲ್ಗೊಂಡಿದ್ದರು. ಈ ಜಾಗದಲ್ಲಿ ಅನಾದಿ ಕಾಲದಿಂದಲೂ ಇದ್ದ ರುದ್ರಭೂಮಿಯನ್ನು ಆಧ್ಯಿಂದ ಕೆಲವು ಹೆಣಗಳ ಶವಸಂಸ್ಕಾರ ಮಾಡಲಾಗಿದ್ದು, ಶವ ದಹನ ಮಾಡಲು ವ್ಯವಸ್ಥೆ: [590, 1067, 1112, 1185]
kateel-body: [344, 1551, 751, 1827]
top-right-rule: [958, 157, 960, 541]
brief-1-body: [46, 287, 330, 564]
page-number: ೦೭: [1198, 121, 1229, 153]
logo-sun-icon: [1147, 63, 1189, 104]
registration-marks-right: [1305, 2345, 1385, 2363]
koila-highlight-1-text: ರೂ.5 ಲಕ್ಷ ವೆಚ್ಚದಲ್ಲಿ ನಿರ್ಮಾಣವಾದ ನೂತನ ಆಟೋ ರಿಕ್ಷಾ ತಂಗುದಾಣ, ನೂತನ ಬಸ್ಸು ಪ್ರಯಾಣಿಕರ ತಂಗುದಾಣ: [1298, 1960, 1482, 2004]
black-mark: [208, 2345, 223, 2360]
koila-text-end: ಮಹಾತ್ಮ ಗಾಂಧೀಜಿ ಕಂಡ ರಾಮರಾಜ್ಯದ ಕನಸು ಸಾಕಾರವಾಗಬೇಕಾದರೆ ಗ್ರಾಮ ಮಟ್ಟದಲ್ಲಿ ಅಭಿವೃದ್ಧಿ ಕಾರ್ಯಗಳು ನಡೆಯಬೇಕು. ಗ್ರಾಮ ರಾಜ್ಯದಿಂದಲೇ ರಾಮ ರಾಜ್ಯ ಸಾಧ್ಯ ಎಂದು ಶಾಸಕಿ ಭಾಗೀರಥಿ ಮುರುಳ್ಯ ಹೇಳಿದರು. ಕೊಯ್ಲ ಗ್ರಾಮ ಪಂಚಾಯತ್ ವ್ಯಾಪ್ತಿಯ ಕೊಯ್ಲ ಗೋಕುಲನಗರದಲ್ಲಿ ಶಾಸಕರ ಪ್ರದೇಶಾಭಿವೃದ್ಧಿ ಯೋಜನೆಯಡಿ ರೂ.5 ಲಕ್ಷ ವೆಚ್ಚದಲ್ಲಿ ನಿರ್ಮಾಣಗೊಂಡ ನೂತನ ಆಟೋರಿಕ್ಷಾ ತಂಗುದಾಣ ಹಾಗೂ ಬಸ್ಸು ತಂಗುದಾಣವನ್ನು ಉದ್ಘಾಟಿಸಿ ಅವರು ಮಾತನಾಡಿದರು. ಗ್ರಾಮೀಣ ಭಾಗದ ಜನರಿಗೆ ಮೂಲಭೂತ ಸೌಕರ್ಯ ಒದಗಿಸುವುದು ನಮ್ಮ ಆದ್ಯತೆಯಾಗಿದೆ. ಈ ಭಾಗದ ಹಲವು ಬೇಡಿಕೆಗಳನ್ನು ಈಡೇರಿಸಲಾಗಿದ್ದು ಮುಂದಿನ ದಿನಗಳಲ್ಲಿ ಇನ್ನಷ್ಟು ಅಭಿವೃದ್ಧಿ ಕಾಮಗಾರಿಗಳನ್ನು ಕೈಗೆತ್ತಿಕೊಳ್ಳಲಾಗುವುದು ಎಂದರು. ಕೊಯ್ಲ ಗ್ರಾಮ: [1290, 2119, 1499, 2296]
cyan-mark: [1308, 2345, 1323, 2360]
mavu-text: ಸ್ತ್ರೀ ಸಂಘಟನೆ ಸಹಿತ ಸಂಘದ ಸಂಯೋಜನೆಯಲ್ಲಿ ವಿವಿಧ ಸಂಘಗಳ ಸಹಯೋಗದಲ್ಲಿ ಮಾವು ಹಲಸು ಮೇಳ ಹಾಗೂ ಸಾವಯವ ವಸ್ತುಗಳ ಮಾರಾಟ ಮೇಳ ನಡೆಯಿತು. ರೈತರು ಬೆಳೆದ ವಿವಿಧ ತಳಿಯ ಮಾವು, ಹಲಸು, ಸಾವಯವ ತರಕಾರಿಗಳು, ಗಿಡಗಳು, ಬೀಜಗಳು ಮಾರಾಟಕ್ಕೆ ಲಭ್ಯವಿದ್ದವು. ಸ್ವಸಹಾಯ ಸಂಘಗಳ ಉತ್ಪನ್ನಗಳು ಮೇಳದ ಆಕರ್ಷಣೆಯಾಗಿದ್ದವು. ಹಲವು ವರ್ಷಗಳಿಂದ ಮೇಳ ಆಯೋಜಿಸಲಾಗುತ್ತಿದ್ದು ಗ್ರಾಹಕರಿಂದ ಉತ್ತಮ ಸ್ಪಂದನೆ ವ್ಯಕ್ತವಾಗಿದೆ. ಮೇಳವನ್ನು ಸ್ಥಳೀಯ ಗಣ್ಯರು ಉದ್ಘಾಟಿಸಿದರು. ವಿವಿಧ ಸಂಘಗಳ ಪದಾಧಿಕಾರಿಗಳು, ಸದಸ್ಯರು, ರೈತರು ಉಪಸ್ಥಿತರಿದ್ದರು. ಪ್ರಗತಿಪರ ಕೃಷಿಕರಾದ ನಾಗೇಶ್ ಹೆಗ್ಡೆ, ಪ್ರಕಾಶ್ ಭಟ್, ಜಯಂತಿ ಆಚಾರ್ಯ, ರಘುರಾಮ ಶೆಟ್ಟಿ ಮೊದಲಾದವರು ಭಾಗವಹಿಸಿದ್ದರು. ಮೇಳದಲ್ಲಿ ಹಲಸಿನ ಖಾದ್ಯಗಳು, ಮಾವಿನ ಉತ್ಪನ್ನಗಳು ಹಾಗೂ ವಿವಿಧ ಸಸಿಗಳು ಜನರ ಗಮನ ಸೆಳೆದವು. ಗೀತಾ ಯೋಗೀಶ್ ಆಚಾರ್ಯ ಮತ್ತಿತರರು ಉಪಸ್ಥಿತರಿದ್ದರು.: [1163, 1551, 1499, 1701]
cyan-mark: [540, 2345, 555, 2360]
kirusuddi-label: ಕಿರುಸುದ್ದಿ: [117, 172, 212, 207]
bhajane-body-left: [344, 685, 574, 1188]
issue-date: 8 ಜುಲೈ 2025: [80, 94, 176, 114]
kulashekara-kicker: ಕುಲಶೇಖರ ಪದವು ದೇವಸ್ಥಾನ ಪುನರ್ ನಿರ್ಮಾಣ: [969, 157, 1291, 181]
kulashekara-headline: ನವೆಂಬರ್‌ನಲ್ಲಿ ಪ್ರತಿಷ್ಠೆ, ಬ್ರಹ್ಮಕಲಶ: [969, 188, 1348, 230]
kateel-headline: ಎಂಆರ್‌ಪಿಎಲ್‌ನಿಂದ ವಾಹನ: ಇನ್ನು ಮನೆ ಬಾಗಿಲಿಗೇ ಆರೋಗ್ಯ: [344, 1238, 756, 1307]
brief-divider-2: [46, 1248, 330, 1249]
brief-3-headline: ಪಚ್ಚನಾಡಿ: ರಸ್ತೆ ಬದಿಯೇ ಕಸದ ರಾಶಿ: [61, 1256, 315, 1281]
mavu-kicker: ವಿವಿಧ ಸಂಘದ ಸಂಯೋಜನೆಯಲ್ಲಿ: [1163, 1213, 1362, 1235]
brief-1-headline: ವಿದ್ಯಾದಾಯಿನಿ ಶಾಲೆ: ಸ್ಮಾರ್ಟ್ ಬೋರ್ಡ್ ಹಸ್ತಾಂತರ: [47, 230, 329, 280]
kundapura-headline: ಪ್ರಥಮ ಪಿಯುಸಿ ವಿದ್ಯಾರ್ಥಿಗಳಿಗೆ ಫ್ರೆಶರ್ಸ್ ಡೇ: [77, 1888, 499, 1922]
cyan-mark: [148, 2345, 164, 2360]
dubai-dateline: ಮಂಗಳೂರು:: [1129, 597, 1176, 609]
bhajane-inset: [590, 900, 1112, 1057]
dubai-headline: ದುಬೈನಲ್ಲಿ ಮನಸೆಳೆದ ಯಕ್ಷೋತ್ಸವ: [1129, 553, 1400, 582]
section-title: ಪ್ರಾದೇಶಿಕ: [415, 63, 564, 119]
